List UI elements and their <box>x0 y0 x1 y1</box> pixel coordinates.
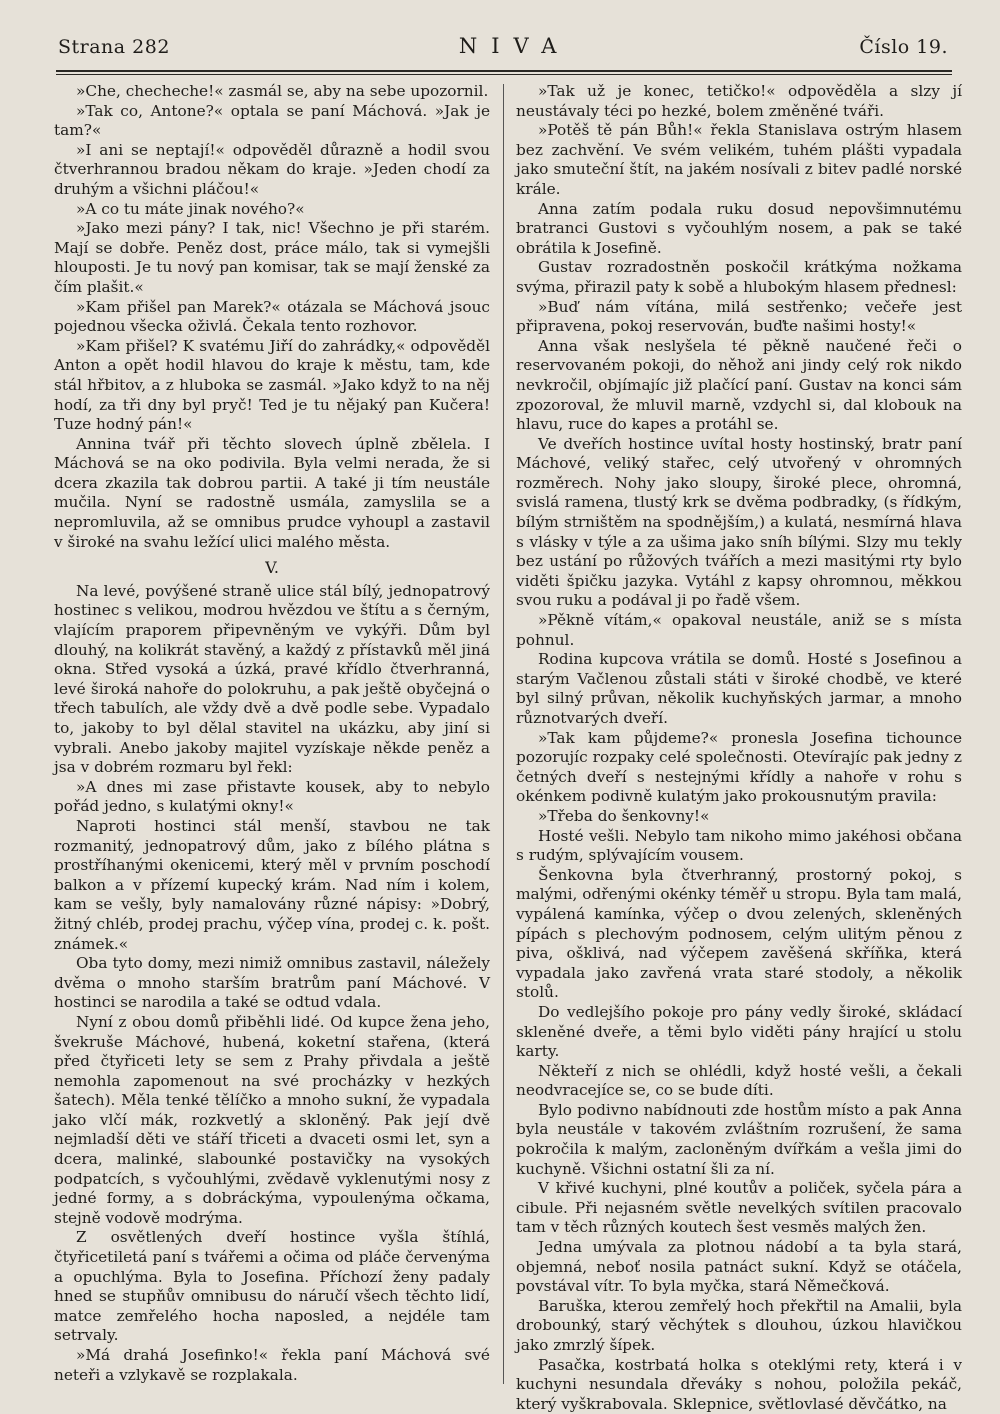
paragraph: Jedna umývala za plotnou nádobí a ta byla stará, objemná, neboť nosila patnáct sukní. Když se otáčela, povstával vítr. To byla myčka, stará Němečková. <box>516 1238 962 1296</box>
page-header <box>58 34 948 66</box>
paragraph: Někteří z nich se ohlédli, když hosté vešli, a čekali neodvracejíce se, co se bude díti. <box>516 1061 962 1100</box>
left-column <box>54 82 490 1394</box>
paragraph: Hosté vešli. Nebylo tam nikoho mimo jakéhosi občana s rudým, splývajícím vousem. <box>516 826 962 865</box>
paragraph: Rodina kupcova vrátila se domů. Hosté s Josefinou a starým Vačlenou zůstali státi v široké chodbě, ve které byl silný průvan, několik kuchyňských jarmar, a mnoho různotvarých dveří. <box>516 650 962 727</box>
paragraph: Anna však neslyšela té pěkně naučené řeči o reservovaném pokoji, do něhož ani jindy celý rok nikdo nevkročil, objímajíc již plačící paní. Gustav na konci sám zpozoroval, že mluvil marně, vzdychl si, dal klobouk na hlavu, ruce do kapes a protáhl se. <box>516 336 962 434</box>
paragraph: »Tak už je konec, tetičko!« odpověděla a slzy jí neustávaly téci po hezké, bolem změněné tváři. <box>516 82 962 120</box>
header-rule-thin <box>56 74 952 75</box>
paragraph: Ve dveřích hostince uvítal hosty hostinský, bratr paní Máchové, veliký stařec, celý utvořený v ohromných rozměrech. Nohy jako sloupy, široké plece, ohromná, svislá ramena, tlustý krk se dvěma podbradky, (s řídkým, bílým strništěm na spodnějším,) a kulatá, nesmírná hlava s vlásky v týle a za ušima jako sníh bílými. Slzy mu tekly bez ustání po růžových tvářích a mezi masitými rty bylo viděti špičku jazyka. Vytáhl z kapsy ohromnou, měkkou svou ruku a podával ji po řadě všem. <box>516 434 962 610</box>
paragraph: Z osvětlených dveří hostince vyšla štíhlá, čtyřicetiletá paní s tvářemi a očima od pláče červenýma a opuchlýma. Byla to Josefina. Příchozí ženy padaly hned se stupňův omnibusu do náručí všech těchto lidí, matce zemřelého hocha naposled, a nejdéle tam setrvaly. <box>54 1228 490 1345</box>
header-rule <box>56 70 952 72</box>
paragraph: »Kam přišel? K svatému Jiří do zahrádky,« odpověděl Anton a opět hodil hlavou do kraje k městu, tam, kde stál hřbitov, a z hluboka se zasmál. »Jako když to na něj hodí, za tři dny byl pryč! Ted je tu nějaký pan Kučera! Tuze hodný pán!« <box>54 336 490 434</box>
paragraph: Pasačka, kostrbatá holka s oteklými rety, která i v kuchyni nesundala dřeváky s nohou, položila pekáč, který vyškrabovala. Sklepnice, světlovlasé děvčátko, na <box>516 1355 962 1413</box>
paragraph: »Che, checheche!« zasmál se, aby na sebe upozornil. <box>76 82 489 100</box>
paragraph: »A dnes mi zase přistavte kousek, aby to nebylo pořád jedno, s kulatými okny!« <box>54 777 490 816</box>
paragraph: »Třeba do šenkovny!« <box>538 806 710 825</box>
paragraph: Do vedlejšího pokoje pro pány vedly široké, skládací skleněné dveře, a těmi bylo viděti pány hrající u stolu karty. <box>516 1002 962 1061</box>
paragraph: »Kam přišel pan Marek?« otázala se Máchová jsouc pojednou všecka oživlá. Čekala tento rozhovor. <box>54 297 490 336</box>
paragraph: »Tak co, Antone?« optala se paní Máchová. »Jak je tam?« <box>54 101 490 140</box>
paragraph: Na levé, povýšené straně ulice stál bílý, jednopatrový hostinec s velikou, modrou hvězdou ve štítu a s černým, vlajícím praporem připevněným ve vykýři. Dům byl dlouhý, na kolikrát stavěný, a každý z přístavků měl jiná okna. Střed vysoká a úzká, pravé křídlo čtverhranná, levé široká nahoře do polokruhu, a pak ještě obyčejná o třech tabulích, ale vždy dvě a dvě podle sebe. Vypadalo to, jakoby to byl dělal stavitel na ukázku, aby jiní si vybrali. Anebo jakoby majitel vyzískaje někde peněz a jsa v dobrém rozmaru byl řekl: <box>54 581 490 777</box>
paragraph: V křivé kuchyni, plné koutův a poliček, syčela pára a cibule. Při nejasném světle nevelkých svítilen pracovalo tam v těch různých koutech šest vesměs malých žen. <box>516 1179 962 1237</box>
paragraph: Bylo podivno nabídnouti zde hostům místo a pak Anna byla neustále v takovém zvláštním rozrušení, že sama pokročila k malým, zacloněným dvířkám a vešla jimi do kuchyně. Všichni ostatní šli za ní. <box>516 1100 962 1178</box>
paragraph: Šenkovna byla čtverhranný, prostorný pokoj, s malými, odřenými okénky téměř u stropu. Byla tam malá, vypálená kamínka, výčep o dvou zelených, skleněných pípách s plechovým podnosem, celým ulitým pěnou z piva, ošklivá, nad výčepem zavěšená skříňka, která vypadala jako zavřená vrata staré stodoly, a několik stolů. <box>516 865 962 1002</box>
paragraph: »Tak kam půjdeme?« pronesla Josefina tichounce pozorujíc rozpaky celé společnosti. Otevírajíc pak jedny z četných dveří s nestejnými křídly a nahoře v rohu s okénkem podivně kulatým jako prokousnutým pravila: <box>516 728 962 806</box>
issue-number: Číslo 19. <box>859 36 948 58</box>
paragraph: Annina tvář při těchto slovech úplně zbělela. I Máchová se na oko podivila. Byla velmi nerada, že si dcera zkazila tak dobrou partii. A také ji tím neustále mučila. Nyní se radostně usmála, zamyslila se a nepromluvila, až se omnibus prudce vyhoupl a zastavil v široké na svahu ležící ulici malého města. <box>54 434 490 551</box>
paragraph: Baruška, kterou zemřelý hoch překřtil na Amalii, byla drobounký, starý věchýtek s dlouhou, úzkou hlavičkou jako zmrzlý šípek. <box>516 1296 962 1354</box>
column-divider <box>503 84 504 1384</box>
paragraph: »Potěš tě pán Bůh!« řekla Stanislava ostrým hlasem bez zachvění. Ve svém velikém, tuhém plášti vypadala jako smuteční štít, na jakém nosívali z bitev padlé norské krále. <box>516 121 962 198</box>
page-number: Strana 282 <box>58 36 170 58</box>
paragraph: »A co tu máte jinak nového?« <box>76 199 305 218</box>
right-column <box>516 82 962 1413</box>
paragraph: Gustav rozradostněn poskočil krátkýma nožkama svýma, přirazil paty k sobě a hlubokým hlasem přednesl: <box>516 258 962 296</box>
paragraph: »Buď nám vítána, milá sestřenko; večeře jest připravena, pokoj reservován, buďte našimi hosty!« <box>516 297 962 336</box>
paragraph: Anna zatím podala ruku dosud nepovšimnutému bratranci Gustovi s vyčouhlým nosem, a pak se také obrátila k Josefině. <box>516 199 962 257</box>
magazine-title: NIVA <box>458 34 571 58</box>
paragraph: »Pěkně vítám,« opakoval neustále, aniž se s místa pohnul. <box>516 611 962 649</box>
paragraph: »I ani se neptají!« odpověděl důrazně a hodil svou čtverhrannou bradou někam do kraje. »Jeden chodí za druhým a všichni pláčou!« <box>54 140 490 198</box>
paragraph: »Jako mezi pány? I tak, nic! Všechno je při starém. Mají se dobře. Peněz dost, práce málo, tak si vymejšli hlouposti. Je tu nový pan komisar, tak se mají ženské za čím plašit.« <box>54 219 490 296</box>
paragraph: Naproti hostinci stál menší, stavbou ne tak rozmanitý, jednopatrový dům, jako z bílého plátna s prostříhanými okenicemi, který měl v prvním poschodí balkon a v přízemí kupecký krám. Nad ním i kolem, kam se vešly, byly namalovány různé nápisy: »Dobrý, žitný chléb, prodej prachu, výčep vína, prodej c. k. pošt. známek.« <box>54 816 490 953</box>
paragraph: »Má drahá Josefinko!« řekla paní Máchová své neteři a vzlykavě se rozplakala. <box>54 1346 490 1384</box>
section-heading: V. <box>265 558 279 578</box>
paragraph: Oba tyto domy, mezi nimiž omnibus zastavil, náležely dvěma o mnoho starším bratrům paní Máchové. V hostinci se narodila a také se odtud vdala. <box>54 954 490 1012</box>
paragraph: Nyní z obou domů přiběhli lidé. Od kupce žena jeho, švekruše Máchové, hubená, koketní stařena, (která před čtyřiceti lety se sem z Prahy přivdala a ještě nemohla zapomenout na své procházky v hezkých šatech). Měla tenké tělíčko a mnoho sukní, že vypadala jako vlčí mák, rozkvetlý a skloněný. Pak její dvě nejmladší děti ve stáří třiceti a dvaceti osmi let, syn a dcera, malinké, slabounké postavičky na vysokých podpatcích, s vyčouhlými, zvědavě vyklenutými nosy z jedné formy, a s dobráckýma, vypoulenýma očkama, stejně vodově modrýma. <box>54 1012 490 1227</box>
